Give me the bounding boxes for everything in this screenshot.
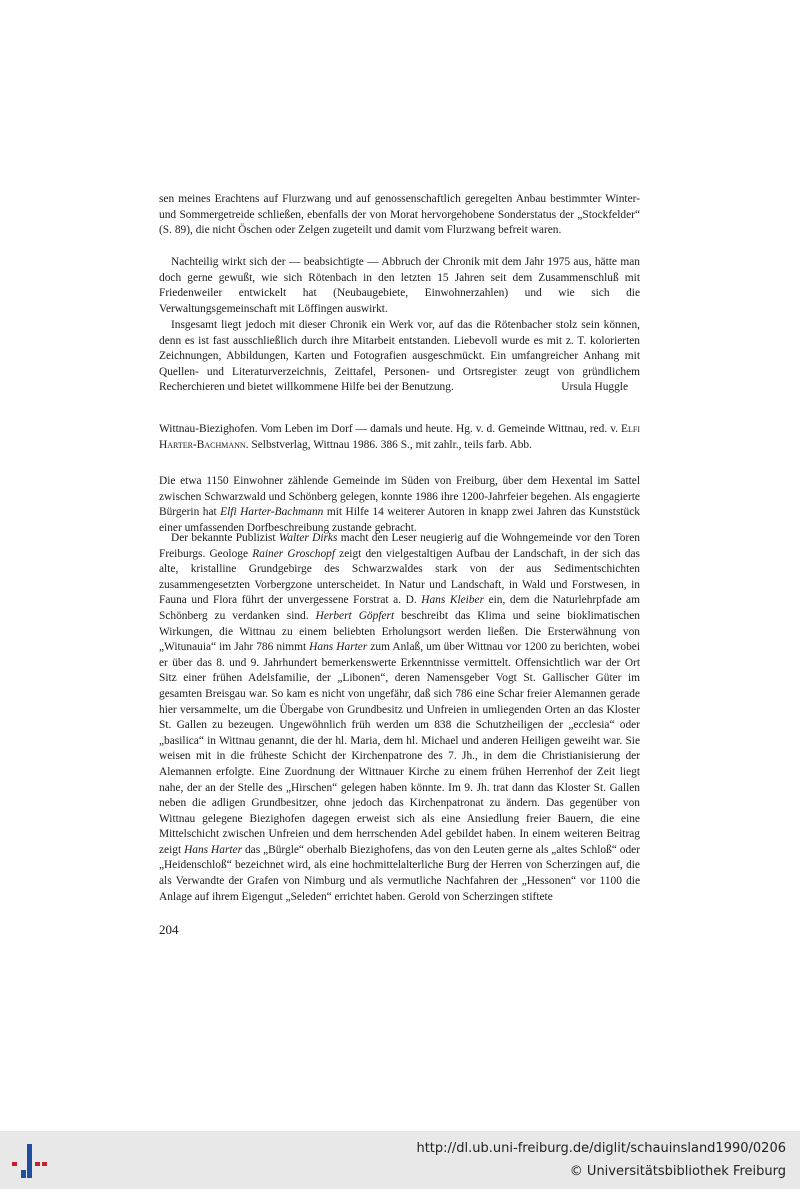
- review2-p2-text-b: macht den Leser neugierig auf die Wohngemeinde vor den Toren Freiburgs. Geologe: [159, 532, 640, 560]
- review2-p2-person-name-4: Herbert Göpfert: [315, 609, 395, 622]
- review2-p1-text-b: mit Hilfe 14 weiterer Autoren in knapp zwei Jahren das Kunststück einer umfassenden Dorfbeschreibung zustande gebracht.: [159, 506, 640, 534]
- logo-blue-bar: [27, 1144, 32, 1178]
- review1-paragraph-1: sen meines Erachtens auf Flurzwang und auf genossenschaftlich geregelten Anbau bestimmter Winter- und Sommergetreide schließen, ebenfalls der von Morat hervorgehobene Sonderstatus der „Stockfelder“ (S. 89), die nicht Öschen oder Zelgen zugeteilt und damit vom Flurzwang befreit waren.: [159, 193, 640, 237]
- review2-p2-person-name-6: Hans Harter: [184, 843, 243, 856]
- review2-p2-person-name-5: Hans Harter: [309, 641, 368, 654]
- footer-copyright: © Universitätsbibliothek Freiburg: [569, 1164, 786, 1179]
- review2-p2-text-c: zeigt den vielgestaltigen Aufbau der Landschaft, in der sich das alte, kristalline Grundgebirge des Schwarzwaldes stark von der aus Sedimentschichten zusammengesetzten Vorbergzone unterscheidet. In Natur und Landschaft, in Wald und Forstwesen, in Fauna und Flora führt der unvergessene Forstrat a. D.: [159, 547, 640, 607]
- review1-paragraph-3: [159, 318, 640, 396]
- review2-paragraph-2: [159, 531, 640, 905]
- page-number: 204: [159, 922, 179, 937]
- review1-paragraph-2: Nachteilig wirkt sich der — beabsichtigte — Abbruch der Chronik mit dem Jahr 1975 aus, hätte man doch gerne gewußt, wie sich Rötenbach in den letzten 15 Jahren seit dem Zusammenschluß mit Friedenweiler entwickelt hat (Neubaugebiete, Einwohnerzahlen) und wie sich die Verwaltungsgemeinschaft mit Löffingen auswirkt.: [159, 256, 640, 315]
- review2-heading: [159, 422, 640, 453]
- reviewer-signature: Ursula Huggle: [561, 381, 628, 394]
- review2-p2-text-f: zum Anlaß, um über Wittnau vor 1200 zu berichten, wobei er über das 8. und 9. Jahrhundert bemerkenswerte Erkenntnisse vermittelt. Offensichtlich war der Ort Sitz einer frühen Adelsfamilie, der „Libonen“, deren Namensgeber Vogt St. Gallischer Güter im gesamten Breisgau war. So kam es nicht von ungefähr, daß sich 786 eine Schar freier Alemannen gerade hier versammelte, um die Übergabe von Grundbesitz und Unfreien in umliegenden Orten an das Kloster St. Gallen zu bezeugen. Ungewöhnlich früh werden um 838 die Schutzheiligen der „ecclesia“ oder „basilica“ in Wittnau genannt, die der hl. Maria, dem hl. Michael und anderen Heiligen geweiht war. Sie weisen mit in die früheste Schicht der Kirchenpatrone des 7. Jh., in dem die Christianisierung der Alemannen erfolgte. Eine Zuordnung der Wittnauer Kirche zu einem frühen Herrenhof der Zeit liegt nahe, der an der Stelle des „Hirschen“ gelegen haben könnte. Im 9. Jh. trat dann das Kloster St. Gallen neben die adligen Grundbesitzer, ohne jedoch das Kirchenpatronat zu ändern. Das gegenüber von Wittnau gelegene Biezighofen dagegen erweist sich als eine Ansiedlung freier Bauern, die eine Mittelschicht zwischen Unfreien und dem herrschenden Adel gebildet haben. In einem weiteren Beitrag zeigt: [159, 641, 641, 856]
- review2-heading-author: Elfi Harter-Bachmann: [159, 423, 640, 451]
- review2-p2-text-d: ein, dem die Naturlehrpfade am Schönberg zu verdanken sind.: [159, 594, 640, 622]
- review1-paragraph-3-text: Insgesamt liegt jedoch mit dieser Chronik ein Werk vor, auf das die Rötenbacher stolz sein können, denn es ist fast ausschließlich durch ihre Mitarbeit entstanden. Liebevoll wurde es mit z. T. kolorierten Zeichnungen, Abbildungen, Karten und Fotografien ausgeschmückt. Ein umfangreicher Anhang mit Quellen- und Literaturverzeichnis, Zeittafel, Personen- und Ortsregister zeugt von gründlichem Recherchieren und bietet willkommene Hilfe bei der Benutzung.: [159, 319, 640, 394]
- logo-blue-square: [21, 1170, 26, 1178]
- review2-heading-text-2: . Selbstverlag, Wittnau 1986. 386 S., mit zahlr., teils farb. Abb.: [245, 438, 532, 451]
- footer-url-link[interactable]: http://dl.ub.uni-freiburg.de/diglit/schauinsland1990/0206: [416, 1141, 786, 1156]
- review2-p2-person-name-2: Rainer Groschopf: [252, 547, 336, 560]
- review2-heading-text-1: Wittnau-Biezighofen. Vom Leben im Dorf — damals und heute. Hg. v. d. Gemeinde Wittnau, red. v.: [159, 423, 622, 435]
- review2-p2-text-e: beschreibt das Klima und seine bioklimatischen Wirkungen, die Wittnau zu einem beliebten Erholungsort werden ließen. Die Ersterwähnung von „Witunauia“ im Jahr 786 nimmt: [159, 609, 640, 654]
- review2-p2-text-g: das „Bürgle“ oberhalb Biezighofens, das von den Leuten gerne als „altes Schloß“ oder „Heidenschloß“ bezeichnet wird, als eine hochmittelalterliche Burg der Herren von Scherzingen auf, die als Verwandte der Grafen von Nimburg und als vermutliche Nachfahren der „Hessonen“ vor 1100 die Anlage auf ihrem Eigengut „Seleden“ errichtet haben. Gerold von Scherzingen stiftete: [159, 843, 641, 903]
- logo-red-dash-far-right: [42, 1162, 47, 1166]
- library-logo-icon: [8, 1140, 50, 1182]
- library-footer: [0, 1131, 800, 1189]
- review2-p2-text-a: Der bekannte Publizist: [171, 532, 279, 544]
- logo-red-dash-left: [12, 1162, 17, 1166]
- review2-p2-person-name-1: Walter Dirks: [278, 532, 338, 544]
- review2-p1-person-name: Elfi Harter-Bachmann: [220, 506, 324, 519]
- review2-p1-text-a: Die etwa 1150 Einwohner zählende Gemeinde im Süden von Freiburg, über dem Hexental im Sattel zwischen Schwarzwald und Schönberg gelegen, konnte 1986 ihre 1200-Jahrfeier begehen. Als engagierte Bürgerin hat: [159, 475, 640, 519]
- logo-red-dash-right: [35, 1162, 40, 1166]
- review2-p2-person-name-3: Hans Kleiber: [421, 594, 485, 607]
- review2-paragraph-1: [159, 474, 640, 536]
